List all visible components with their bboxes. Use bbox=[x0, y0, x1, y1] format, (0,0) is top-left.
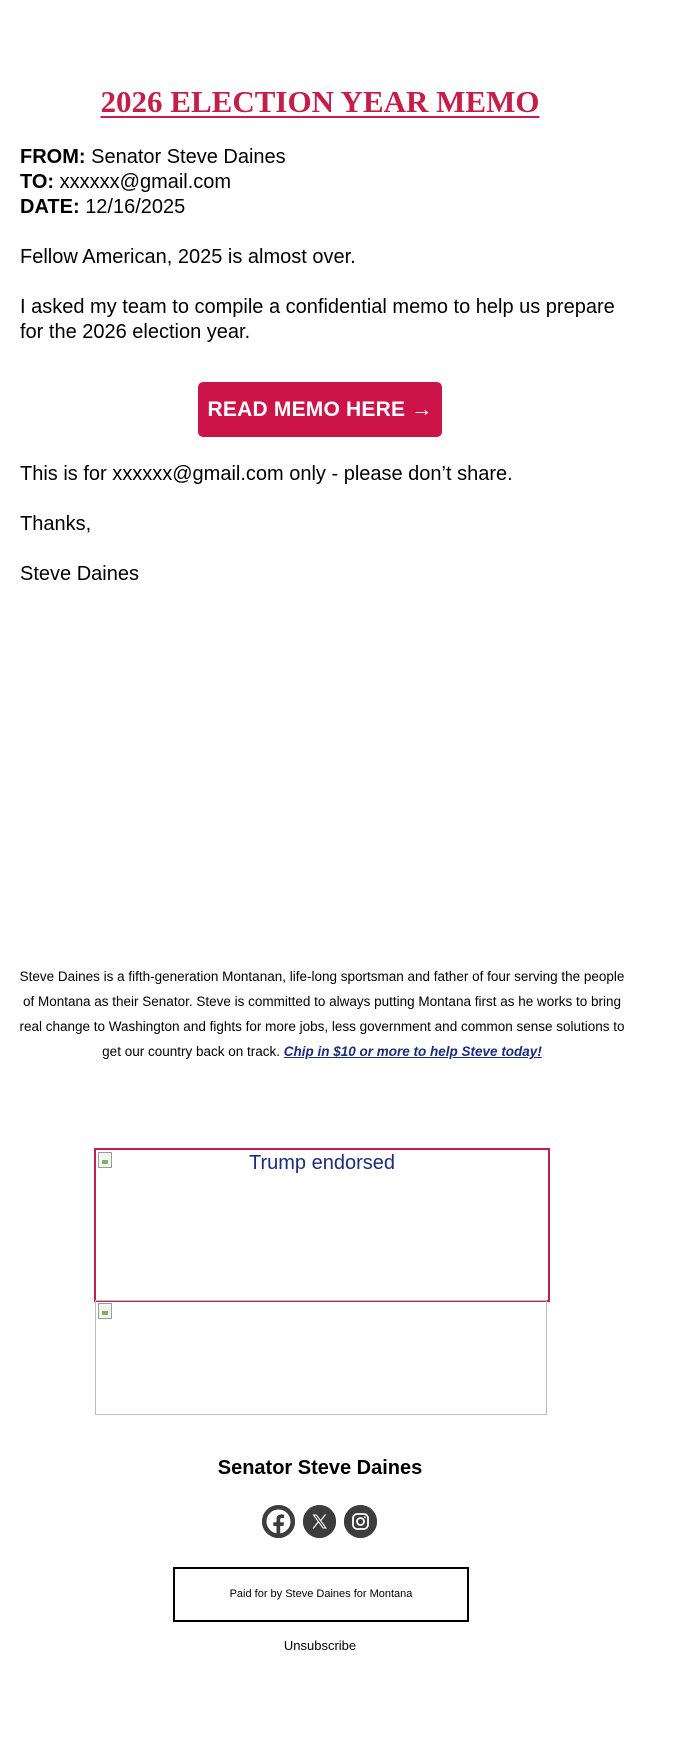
memo-paragraph: I asked my team to compile a confidential memo to help us prepare for the 2026 election year. bbox=[20, 296, 615, 343]
intro-text: Fellow American, 2025 is almost over. bbox=[20, 246, 356, 268]
privacy-note: This is for xxxxxx@gmail.com only - please don’t share. bbox=[20, 463, 513, 485]
facebook-icon[interactable] bbox=[262, 1505, 295, 1538]
unsubscribe-link[interactable]: Unsubscribe bbox=[283, 1638, 357, 1653]
broken-image-icon bbox=[98, 1303, 112, 1319]
read-memo-button[interactable]: READ MEMO HERE → bbox=[198, 382, 442, 437]
date-value: 12/16/2025 bbox=[85, 196, 186, 218]
instagram-icon[interactable] bbox=[344, 1505, 377, 1538]
donate-link[interactable]: Chip in $10 or more to help Steve today! bbox=[283, 1044, 542, 1059]
date-label: DATE: bbox=[20, 196, 80, 218]
memo-header bbox=[20, 145, 630, 220]
x-icon[interactable] bbox=[303, 1505, 336, 1538]
signature-text: Steve Daines bbox=[20, 563, 139, 585]
cta-container bbox=[0, 382, 640, 437]
bio-paragraph bbox=[18, 964, 626, 1064]
trump-endorsed-image[interactable] bbox=[94, 1148, 550, 1302]
from-label: FROM: bbox=[20, 146, 86, 168]
footer-name: Senator Steve Daines bbox=[217, 1457, 423, 1479]
to-value: xxxxxx@gmail.com bbox=[59, 171, 232, 193]
paid-for-disclaimer: Paid for by Steve Daines for Montana bbox=[173, 1567, 469, 1622]
footer-image bbox=[95, 1300, 547, 1415]
to-label: TO: bbox=[20, 171, 55, 193]
bio-text: Steve Daines is a fifth-generation Montanan, life-long sportsman and father of four serving the people of Montana as their Senator. Steve is committed to always putting Montana first as he works to bring real change to Washington and fights for more jobs, less government and common sense solutions to get our country back on track. bbox=[19, 969, 625, 1059]
memo-title[interactable]: 2026 ELECTION YEAR MEMO bbox=[100, 84, 540, 119]
from-value: Senator Steve Daines bbox=[91, 146, 286, 168]
image-alt-text: Trump endorsed bbox=[249, 1152, 395, 1174]
closing-text: Thanks, bbox=[20, 513, 92, 535]
social-links bbox=[262, 1505, 382, 1539]
